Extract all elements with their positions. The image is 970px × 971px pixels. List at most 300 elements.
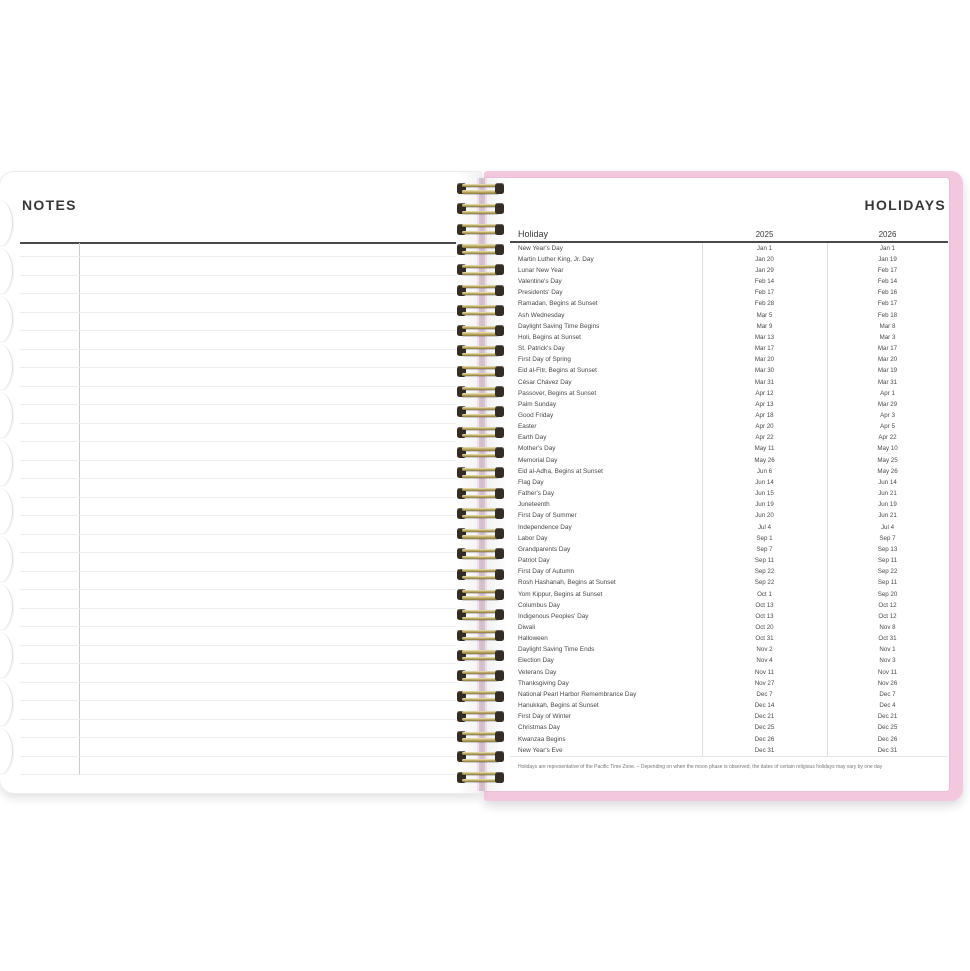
holiday-row: [510, 421, 948, 432]
holiday-row: [510, 577, 948, 588]
coil-wire-top: [462, 346, 499, 349]
ruled-line: [20, 460, 456, 461]
ruled-line: [20, 645, 456, 646]
holiday-date-2025: Jun 6: [756, 467, 773, 475]
holiday-row: [510, 711, 948, 722]
coil-wire-bottom: [462, 211, 499, 214]
coil-wire-bottom: [462, 556, 499, 559]
coil-end-right: [495, 772, 504, 783]
holiday-row: [510, 443, 948, 454]
holiday-date-2026: Sep 11: [877, 557, 898, 565]
holiday-name: First Day of Summer: [518, 512, 577, 520]
holiday-date-2025: Mar 31: [754, 378, 775, 386]
holiday-row: [510, 722, 948, 733]
holiday-date-2025: Sep 1: [756, 534, 773, 542]
holidays-table-header: [510, 227, 948, 239]
holiday-row: [510, 455, 948, 466]
coil-end-right: [495, 285, 504, 296]
ruled-line: [20, 682, 456, 683]
coil-wire-top: [462, 711, 499, 714]
spiral-coil: [457, 630, 504, 641]
holiday-name: Yom Kippur, Begins at Sunset: [518, 590, 603, 598]
holiday-name: First Day of Spring: [518, 356, 571, 364]
holiday-name: César Chávez Day: [518, 378, 572, 386]
holiday-row: [510, 254, 948, 265]
holiday-name: Holi, Begins at Sunset: [518, 333, 581, 341]
spiral-coil: [457, 224, 504, 235]
coil-end-right: [495, 508, 504, 519]
holiday-row: [510, 343, 948, 354]
holiday-name: Ramadan, Begins at Sunset: [518, 300, 598, 308]
holiday-date-2025: Apr 12: [755, 389, 774, 397]
coil-end-right: [495, 447, 504, 458]
coil-end-right: [495, 406, 504, 417]
holiday-name: Eid al-Adha, Begins at Sunset: [518, 467, 603, 475]
coil-end-right: [495, 650, 504, 661]
holiday-date-2025: Sep 22: [754, 568, 775, 576]
coil-end-right: [495, 751, 504, 762]
holiday-date-2026: Feb 17: [877, 266, 898, 274]
holiday-row: [510, 332, 948, 343]
spiral-coil: [457, 589, 504, 600]
holiday-row: [510, 522, 948, 533]
coil-wire-bottom: [462, 678, 499, 681]
coil-end-right: [495, 366, 504, 377]
holiday-date-2025: Apr 13: [755, 400, 774, 408]
coil-end-right: [495, 609, 504, 620]
coil-end-right: [495, 203, 504, 214]
holiday-date-2025: Sep 7: [756, 545, 773, 553]
holiday-name: Palm Sunday: [518, 400, 557, 408]
coil-end-right: [495, 630, 504, 641]
holiday-date-2026: Nov 3: [879, 657, 896, 665]
coil-wire-bottom: [462, 190, 499, 193]
spiral-coil: [457, 427, 504, 438]
coil-end-right: [495, 244, 504, 255]
holiday-date-2026: Mar 20: [877, 356, 898, 364]
coil-end-right: [495, 264, 504, 275]
coil-wire-top: [462, 427, 499, 430]
ruled-line: [20, 589, 456, 590]
spiral-coil: [457, 772, 504, 783]
coil-end-right: [495, 711, 504, 722]
coil-wire-top: [462, 569, 499, 572]
holiday-date-2026: Nov 26: [877, 679, 898, 687]
spiral-coil: [457, 305, 504, 316]
holiday-date-2026: May 26: [877, 467, 898, 475]
holiday-date-2025: Jun 20: [755, 512, 774, 520]
holiday-name: First Day of Autumn: [518, 568, 575, 576]
holiday-date-2025: Feb 28: [754, 300, 775, 308]
coil-wire-top: [462, 184, 499, 187]
spiral-coil: [457, 406, 504, 417]
ruled-line: [20, 515, 456, 516]
ruled-line: [20, 423, 456, 424]
holiday-name: Grandparents Day: [518, 545, 571, 553]
coil-wire-bottom: [462, 759, 499, 762]
holiday-date-2025: Jun 15: [755, 490, 774, 498]
coil-end-right: [495, 224, 504, 235]
holiday-date-2026: Apr 5: [880, 423, 895, 431]
holiday-name: New Year's Eve: [518, 746, 563, 754]
notes-margin-line: [79, 243, 80, 774]
spiral-coil: [457, 325, 504, 336]
page-edge-curve: [0, 392, 13, 438]
ruled-line: [20, 293, 456, 294]
holiday-date-2025: Dec 26: [754, 735, 775, 743]
spiral-coil: [457, 386, 504, 397]
coil-wire-bottom: [462, 434, 499, 437]
coil-wire-top: [462, 752, 499, 755]
ruled-line: [20, 626, 456, 627]
spiral-coil: [457, 467, 504, 478]
holiday-date-2025: Apr 18: [755, 412, 774, 420]
holiday-row: [510, 399, 948, 410]
coil-wire-top: [462, 508, 499, 511]
coil-wire-top: [462, 244, 499, 247]
holiday-date-2026: Jun 21: [878, 512, 897, 520]
holiday-date-2026: Nov 11: [877, 668, 898, 676]
holiday-name: Kwanzaa Begins: [518, 735, 566, 743]
ruled-line: [20, 608, 456, 609]
coil-wire-top: [462, 650, 499, 653]
coil-wire-bottom: [462, 292, 499, 295]
holiday-row: [510, 410, 948, 421]
holiday-row: [510, 477, 948, 488]
spiral-coil: [457, 691, 504, 702]
holiday-date-2025: Dec 31: [754, 746, 775, 754]
coil-wire-bottom: [462, 698, 499, 701]
ruled-line: [20, 700, 456, 701]
coil-wire-top: [462, 488, 499, 491]
coil-wire-bottom: [462, 535, 499, 538]
spiral-coil: [457, 711, 504, 722]
holiday-name: Memorial Day: [518, 456, 558, 464]
coil-end-right: [495, 670, 504, 681]
coil-wire-top: [462, 265, 499, 268]
coil-wire-bottom: [462, 657, 499, 660]
holiday-row: [510, 287, 948, 298]
spiral-coil: [457, 670, 504, 681]
holiday-date-2025: Oct 13: [755, 612, 774, 620]
holiday-date-2026: Oct 31: [878, 635, 897, 643]
holiday-date-2026: May 25: [877, 456, 898, 464]
coil-wire-bottom: [462, 475, 499, 478]
holiday-row: [510, 555, 948, 566]
holiday-row: [510, 432, 948, 443]
spiral-coil: [457, 548, 504, 559]
holiday-date-2026: Mar 29: [877, 400, 898, 408]
holiday-date-2026: Dec 25: [877, 724, 898, 732]
holiday-date-2026: Dec 4: [879, 702, 896, 710]
holidays-page: [486, 178, 949, 791]
coil-wire-bottom: [462, 617, 499, 620]
holiday-row: [510, 611, 948, 622]
holiday-date-2026: Dec 7: [879, 690, 896, 698]
holiday-row: [510, 466, 948, 477]
coil-wire-bottom: [462, 515, 499, 518]
coil-wire-top: [462, 366, 499, 369]
holiday-row: [510, 544, 948, 555]
holiday-row: [510, 488, 948, 499]
spiral-coil: [457, 751, 504, 762]
holiday-row: [510, 600, 948, 611]
holiday-date-2025: Apr 22: [755, 434, 774, 442]
holiday-name: Independence Day: [518, 523, 572, 531]
holiday-date-2026: Feb 14: [877, 278, 898, 286]
coil-end-right: [495, 325, 504, 336]
coil-wire-top: [462, 407, 499, 410]
ruled-line: [20, 497, 456, 498]
coil-end-right: [495, 488, 504, 499]
holiday-date-2025: Oct 20: [755, 623, 774, 631]
holiday-date-2026: Jan 1: [879, 244, 896, 252]
holiday-date-2025: May 11: [754, 445, 775, 453]
coil-wire-bottom: [462, 576, 499, 579]
ruled-line: [20, 349, 456, 350]
coil-wire-bottom: [462, 272, 499, 275]
holiday-name: Diwali: [518, 623, 536, 631]
ruled-line: [20, 330, 456, 331]
holiday-name: Easter: [518, 423, 537, 431]
coil-wire-bottom: [462, 637, 499, 640]
coil-wire-bottom: [462, 373, 499, 376]
holiday-date-2026: Apr 22: [878, 434, 897, 442]
holiday-date-2026: Mar 17: [877, 345, 898, 353]
holidays-footnote: Holidays are representative of the Pacific Time Zone. – Depending on when the moon phase is observed, the dates of certain religious holidays may vary by one day: [518, 763, 883, 770]
holiday-row: [510, 376, 948, 387]
page-edge-curve: [0, 632, 13, 678]
holiday-date-2026: Apr 3: [880, 412, 895, 420]
ruled-line: [20, 552, 456, 553]
coil-end-right: [495, 731, 504, 742]
coil-wire-bottom: [462, 353, 499, 356]
spiral-coil: [457, 285, 504, 296]
ruled-line: [20, 386, 456, 387]
holiday-date-2025: Jun 14: [755, 478, 774, 486]
holiday-date-2026: Nov 1: [879, 646, 896, 654]
spiral-coil: [457, 731, 504, 742]
ruled-line: [20, 534, 456, 535]
ruled-line: [20, 663, 456, 664]
header-2025: 2025: [755, 230, 774, 239]
spiral-coil: [457, 569, 504, 580]
coil-wire-top: [462, 326, 499, 329]
coil-end-right: [495, 467, 504, 478]
holiday-date-2025: Mar 13: [754, 333, 775, 341]
coil-wire-top: [462, 204, 499, 207]
holiday-date-2025: Mar 9: [756, 322, 773, 330]
holiday-name: Daylight Saving Time Ends: [518, 646, 595, 654]
holiday-date-2026: Oct 12: [878, 612, 897, 620]
notes-page: [0, 172, 481, 793]
spiral-coil: [457, 609, 504, 620]
coil-wire-top: [462, 630, 499, 633]
coil-end-right: [495, 183, 504, 194]
holiday-row: [510, 733, 948, 744]
holiday-date-2026: Jun 14: [878, 478, 897, 486]
coil-wire-bottom: [462, 495, 499, 498]
holiday-name: Presidents' Day: [518, 289, 563, 297]
coil-wire-top: [462, 691, 499, 694]
coil-wire-bottom: [462, 414, 499, 417]
ruled-line: [20, 774, 456, 775]
holiday-name: Columbus Day: [518, 601, 560, 609]
holiday-date-2025: Nov 27: [754, 679, 775, 687]
holiday-row: [510, 622, 948, 633]
holiday-name: Rosh Hashanah, Begins at Sunset: [518, 579, 616, 587]
holiday-row: [510, 566, 948, 577]
holiday-date-2025: Dec 7: [756, 690, 773, 698]
holiday-name: Hanukkah, Begins at Sunset: [518, 702, 599, 710]
holiday-date-2026: Oct 12: [878, 601, 897, 609]
holiday-date-2026: Dec 21: [877, 713, 898, 721]
ruled-line: [20, 737, 456, 738]
spiral-coil: [457, 488, 504, 499]
holiday-date-2026: Sep 20: [877, 590, 898, 598]
coil-wire-top: [462, 732, 499, 735]
holiday-row: [510, 667, 948, 678]
holiday-date-2025: Nov 2: [756, 646, 773, 654]
holiday-name: Eid al-Fitr, Begins at Sunset: [518, 367, 597, 375]
spiral-coil: [457, 183, 504, 194]
holiday-date-2026: Sep 7: [879, 534, 896, 542]
holiday-row: [510, 655, 948, 666]
holiday-date-2026: Apr 1: [880, 389, 895, 397]
coil-end-right: [495, 548, 504, 559]
holiday-date-2025: Sep 22: [754, 579, 775, 587]
coil-wire-bottom: [462, 738, 499, 741]
ruled-line: [20, 478, 456, 479]
coil-wire-bottom: [462, 312, 499, 315]
holiday-name: Martin Luther King, Jr. Day: [518, 255, 594, 263]
holiday-row: [510, 265, 948, 276]
spiral-coil: [457, 345, 504, 356]
holiday-row: [510, 365, 948, 376]
coil-end-right: [495, 589, 504, 600]
spiral-coil: [457, 264, 504, 275]
page-edge-curve: [0, 728, 13, 774]
coil-wire-top: [462, 590, 499, 593]
holiday-date-2026: Mar 8: [879, 322, 896, 330]
holiday-date-2025: Sep 11: [754, 557, 775, 565]
holiday-date-2025: Jun 19: [755, 501, 774, 509]
ruled-line: [20, 719, 456, 720]
holiday-date-2026: Jul 4: [880, 523, 895, 531]
holiday-name: Christmas Day: [518, 724, 560, 732]
coil-wire-bottom: [462, 454, 499, 457]
holiday-name: Juneteenth: [518, 501, 550, 509]
spiral-coil: [457, 650, 504, 661]
coil-end-right: [495, 569, 504, 580]
holiday-name: Thanksgiving Day: [518, 679, 569, 687]
holiday-row: [510, 745, 948, 756]
coil-wire-bottom: [462, 251, 499, 254]
holiday-date-2026: Dec 31: [877, 746, 898, 754]
holiday-date-2025: Jan 29: [755, 266, 774, 274]
coil-wire-top: [462, 772, 499, 775]
table-bottom-rule: [510, 756, 948, 757]
holiday-date-2026: Dec 26: [877, 735, 898, 743]
holiday-date-2025: Nov 11: [754, 668, 775, 676]
holiday-date-2025: May 26: [754, 456, 775, 464]
coil-end-right: [495, 427, 504, 438]
coil-wire-top: [462, 447, 499, 450]
holiday-name: Labor Day: [518, 534, 548, 542]
ruled-line: [20, 312, 456, 313]
holiday-row: [510, 298, 948, 309]
holiday-row: [510, 633, 948, 644]
holiday-row: [510, 588, 948, 599]
holiday-date-2025: Apr 20: [755, 423, 774, 431]
holiday-name: Halloween: [518, 635, 548, 643]
coil-end-right: [495, 345, 504, 356]
holiday-name: Good Friday: [518, 412, 554, 420]
page-edge-curve: [0, 296, 13, 342]
page-edge-curve: [0, 200, 13, 246]
holiday-date-2026: Mar 19: [877, 367, 898, 375]
coil-end-right: [495, 305, 504, 316]
coil-wire-top: [462, 549, 499, 552]
holiday-date-2026: May 10: [877, 445, 898, 453]
ruled-line: [20, 404, 456, 405]
holiday-name: Passover, Begins at Sunset: [518, 389, 597, 397]
holiday-name: Election Day: [518, 657, 554, 665]
holiday-name: St. Patrick's Day: [518, 345, 565, 353]
holiday-name: Father's Day: [518, 490, 555, 498]
coil-wire-top: [462, 387, 499, 390]
spiral-coil: [457, 203, 504, 214]
coil-wire-bottom: [462, 596, 499, 599]
spiral-coil: [457, 528, 504, 539]
holiday-date-2026: Jan 19: [878, 255, 897, 263]
notes-page-title: NOTES: [22, 197, 77, 213]
holiday-row: [510, 644, 948, 655]
coil-wire-bottom: [462, 393, 499, 396]
holiday-date-2025: Dec 25: [754, 724, 775, 732]
page-edge-curve: [0, 584, 13, 630]
holidays-table-body: [510, 243, 948, 756]
page-edge-curve: [0, 680, 13, 726]
holiday-name: Earth Day: [518, 434, 547, 442]
page-edge-curve: [0, 488, 13, 534]
holiday-date-2025: Jan 20: [755, 255, 774, 263]
holiday-date-2025: Oct 13: [755, 601, 774, 609]
holiday-row: [510, 533, 948, 544]
holiday-name: Indigenous Peoples' Day: [518, 612, 589, 620]
coil-wire-bottom: [462, 332, 499, 335]
coil-end-right: [495, 386, 504, 397]
holiday-date-2026: Feb 16: [877, 289, 898, 297]
coil-wire-bottom: [462, 718, 499, 721]
holiday-row: [510, 243, 948, 254]
page-edge-curve: [0, 248, 13, 294]
holiday-date-2025: Feb 17: [754, 289, 775, 297]
holiday-row: [510, 354, 948, 365]
holiday-date-2025: Oct 31: [755, 635, 774, 643]
holiday-date-2026: Sep 13: [877, 545, 898, 553]
header-holiday: Holiday: [518, 229, 549, 239]
holiday-date-2025: Mar 5: [756, 311, 773, 319]
ruled-line: [20, 367, 456, 368]
ruled-line: [20, 756, 456, 757]
holiday-name: Patriot Day: [518, 557, 550, 565]
coil-wire-top: [462, 610, 499, 613]
holiday-row: [510, 678, 948, 689]
holiday-name: Flag Day: [518, 478, 544, 486]
ruled-line: [20, 441, 456, 442]
coil-end-right: [495, 691, 504, 702]
